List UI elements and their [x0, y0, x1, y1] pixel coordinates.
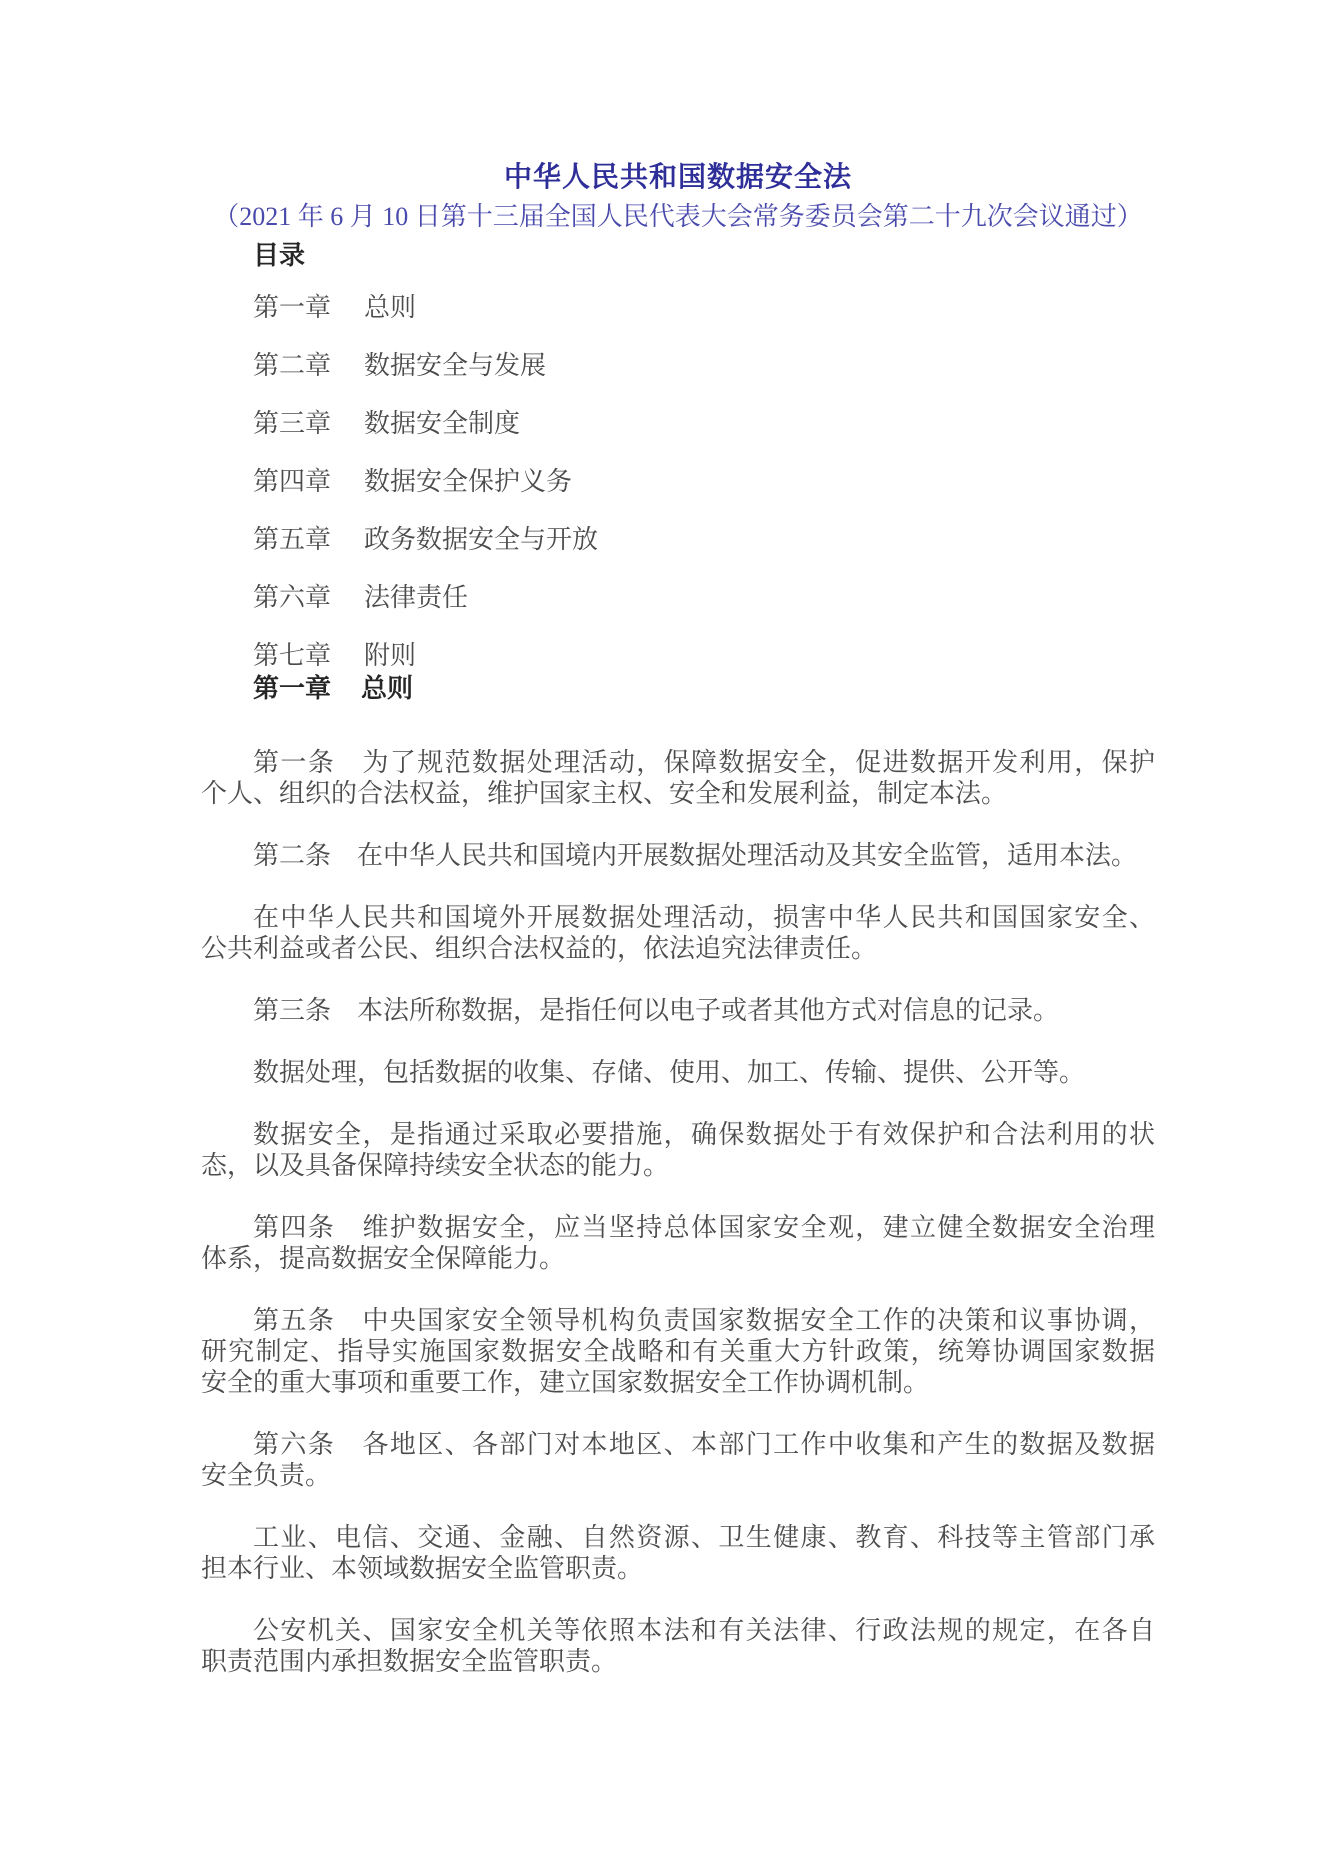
- paragraph-line: 第四条 维护数据安全，应当坚持总体国家安全观，建立健全数据安全治理: [253, 1213, 1155, 1242]
- paragraph: [201, 1615, 1155, 1677]
- paragraph-line: 研究制定、指导实施国家数据安全战略和有关重大方针政策，统筹协调国家数据: [201, 1337, 1155, 1366]
- toc-item-title: 数据安全与发展: [364, 351, 547, 380]
- paragraph-line: 第一条 为了规范数据处理活动，保障数据安全，促进数据开发利用，保护: [253, 748, 1155, 777]
- document-title: 中华人民共和国数据安全法: [503, 162, 852, 193]
- toc-heading: 目录: [253, 241, 306, 270]
- paragraph-line: 第三条 本法所称数据，是指任何以电子或者其他方式对信息的记录。: [253, 996, 1060, 1025]
- toc-item-chapter: 第五章: [253, 525, 332, 554]
- toc-item: [201, 640, 1155, 671]
- toc-item-chapter: 第六章: [253, 583, 332, 612]
- paragraph: [201, 995, 1155, 1026]
- paragraph-line: 第五条 中央国家安全领导机构负责国家数据安全工作的决策和议事协调，: [253, 1306, 1155, 1335]
- toc-item: [201, 582, 1155, 613]
- paragraph: [201, 1522, 1155, 1584]
- paragraph-line: 态，以及具备保障持续安全状态的能力。: [201, 1151, 670, 1180]
- chapter-heading: [201, 673, 1155, 704]
- paragraph: [201, 840, 1155, 871]
- toc-item: [201, 524, 1155, 555]
- document-body: [201, 747, 1155, 1677]
- document-subtitle: （2021 年 6 月 10 日第十三届全国人民代表大会常务委员会第二十九次会议通过）: [213, 202, 1143, 231]
- paragraph-line: 安全的重大事项和重要工作，建立国家数据安全工作协调机制。: [201, 1368, 930, 1397]
- toc-item: [201, 350, 1155, 381]
- paragraph: [201, 1305, 1155, 1398]
- toc-item-chapter: 第二章: [253, 351, 332, 380]
- chapter-heading-title: 总则: [361, 674, 414, 703]
- paragraph-line: 担本行业、本领域数据安全监管职责。: [201, 1554, 644, 1583]
- toc-list: [201, 292, 1155, 671]
- toc-item-title: 总则: [364, 293, 417, 322]
- paragraph-line: 公安机关、国家安全机关等依照本法和有关法律、行政法规的规定，在各自: [253, 1616, 1155, 1645]
- paragraph: [201, 1429, 1155, 1491]
- paragraph-line: 第二条 在中华人民共和国境内开展数据处理活动及其安全监管，适用本法。: [253, 841, 1138, 870]
- paragraph-line: 职责范围内承担数据安全监管职责。: [201, 1647, 618, 1676]
- toc-item-title: 附则: [364, 641, 417, 670]
- paragraph: [201, 1212, 1155, 1274]
- toc-item: [201, 292, 1155, 323]
- paragraph: [201, 747, 1155, 809]
- paragraph-line: 工业、电信、交通、金融、自然资源、卫生健康、教育、科技等主管部门承: [253, 1523, 1155, 1552]
- paragraph-line: 在中华人民共和国境外开展数据处理活动，损害中华人民共和国国家安全、: [253, 903, 1155, 932]
- toc-item: [201, 408, 1155, 439]
- toc-item-chapter: 第四章: [253, 467, 332, 496]
- toc-item-chapter: 第三章: [253, 409, 332, 438]
- paragraph: [201, 902, 1155, 964]
- toc-item-chapter: 第七章: [253, 641, 332, 670]
- paragraph-line: 个人、组织的合法权益，维护国家主权、安全和发展利益，制定本法。: [201, 779, 1008, 808]
- paragraph-line: 体系，提高数据安全保障能力。: [201, 1244, 566, 1273]
- chapter-heading-number: 第一章: [253, 674, 332, 703]
- paragraph-line: 数据处理，包括数据的收集、存储、使用、加工、传输、提供、公开等。: [253, 1058, 1086, 1087]
- toc-item-title: 数据安全保护义务: [364, 467, 573, 496]
- toc-item-title: 数据安全制度: [364, 409, 521, 438]
- paragraph-line: 数据安全，是指通过采取必要措施，确保数据处于有效保护和合法利用的状: [253, 1120, 1155, 1149]
- toc-item-title: 法律责任: [364, 583, 469, 612]
- paragraph-line: 安全负责。: [201, 1461, 332, 1490]
- toc-item-chapter: 第一章: [253, 293, 332, 322]
- paragraph: [201, 1057, 1155, 1088]
- paragraph-line: 公共利益或者公民、组织合法权益的，依法追究法律责任。: [201, 934, 878, 963]
- paragraph-line: 第六条 各地区、各部门对本地区、本部门工作中收集和产生的数据及数据: [253, 1430, 1155, 1459]
- toc-item: [201, 466, 1155, 497]
- toc-item-title: 政务数据安全与开放: [364, 525, 599, 554]
- paragraph: [201, 1119, 1155, 1181]
